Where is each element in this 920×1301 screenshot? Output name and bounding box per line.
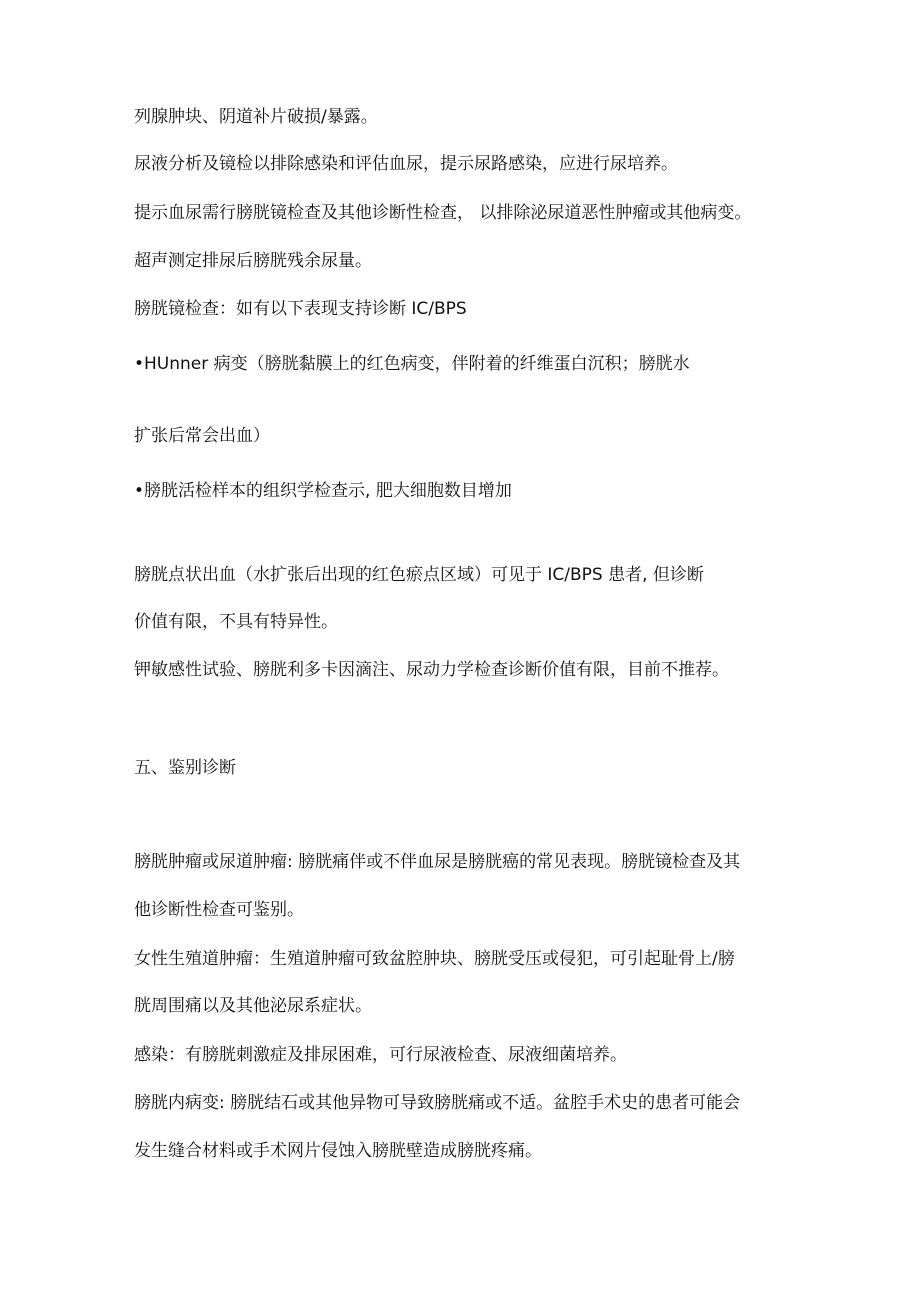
text-line-6: •HUnner 病变（膀胱黏膜上的红色病变，伴附着的纤维蛋白沉积；膀胱水 <box>134 354 690 374</box>
text-line-13: 膀胱肿瘤或尿道肿瘤: 膀胱痛伴或不伴血尿是膀胱癌的常见表现。膀胱镜检查及其 <box>134 852 741 872</box>
text-line-3: 提示血尿需行膀胱镜检查及其他诊断性检查， 以排除泌尿道恶性肿瘤或其他病变。 <box>134 203 752 223</box>
text-line-4: 超声测定排尿后膀胱残余尿量。 <box>134 251 372 271</box>
text-line-5: 膀胱镜检查：如有以下表现支持诊断 IC/BPS <box>134 299 467 319</box>
text-line-15: 女性生殖道肿瘤：生殖道肿瘤可致盆腔肿块、膀胱受压或侵犯，可引起耻骨上/膀 <box>134 949 735 969</box>
text-line-2: 尿液分析及镜检以排除感染和评估血尿，提示尿路感染，应进行尿培养。 <box>134 154 678 174</box>
section-heading: 五、鉴别诊断 <box>134 758 236 778</box>
text-line-18: 膀胱内病变: 膀胱结石或其他异物可导致膀胱痛或不适。盆腔手术史的患者可能会 <box>134 1093 741 1113</box>
text-line-1: 列腺肿块、阴道补片破损/暴露。 <box>134 107 378 127</box>
text-line-7: 扩张后常会出血） <box>134 426 270 446</box>
text-line-9: 膀胱点状出血（水扩张后出现的红色瘀点区域）可见于 IC/BPS 患者, 但诊断 <box>134 565 704 585</box>
text-line-14: 他诊断性检查可鉴别。 <box>134 900 304 920</box>
text-line-17: 感染：有膀胱刺激症及排尿困难，可行尿液检查、尿液细菌培养。 <box>134 1045 627 1065</box>
text-line-19: 发生缝合材料或手术网片侵蚀入膀胱壁造成膀胱疼痛。 <box>134 1141 542 1161</box>
text-line-11: 钾敏感性试验、膀胱利多卡因滴注、尿动力学检查诊断价值有限，目前不推荐。 <box>134 660 729 680</box>
text-line-10: 价值有限，不具有特异性。 <box>134 612 338 632</box>
text-line-8: •膀胱活检样本的组织学检查示, 肥大细胞数目增加 <box>134 481 512 501</box>
text-line-16: 胱周围痛以及其他泌尿系症状。 <box>134 996 372 1016</box>
